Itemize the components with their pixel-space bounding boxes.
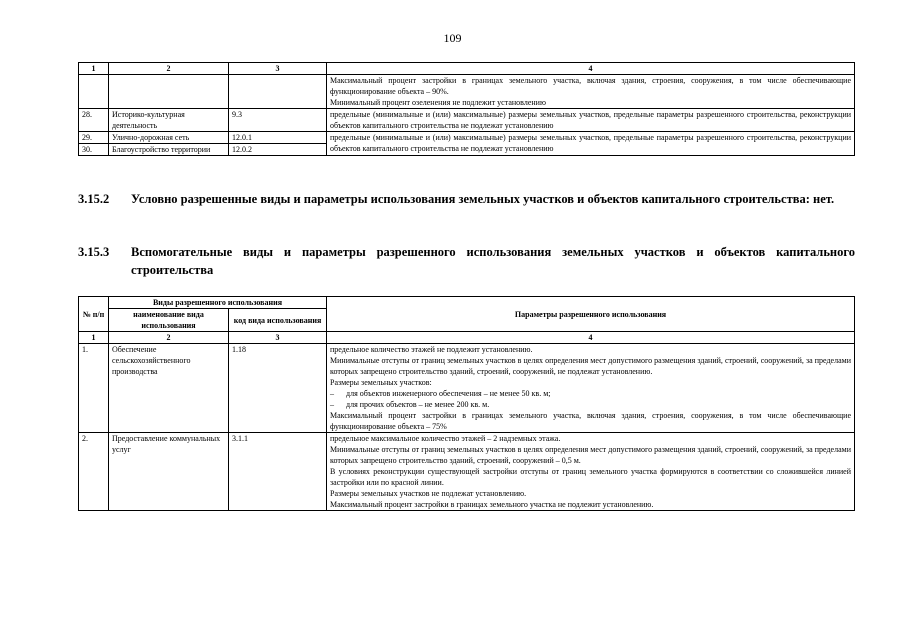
- section-number: 3.15.2: [78, 192, 110, 206]
- row-code: 12.0.2: [229, 144, 327, 156]
- table-index-row: [79, 63, 855, 75]
- section-heading-3-15-2: [78, 190, 855, 208]
- table-header-cell: 2: [109, 332, 229, 344]
- table-row: [79, 132, 855, 144]
- row-name: [109, 75, 229, 109]
- row-number: 28.: [79, 109, 109, 132]
- row-params: [327, 132, 855, 156]
- row-number: 30.: [79, 144, 109, 156]
- row-params: [327, 433, 855, 511]
- row-code: 9.3: [229, 109, 327, 132]
- param-text: Минимальные отступы от границ земельных участков в целях определения мест допустимого размещения зданий, строений, сооружений, за пределами которых запрещено строительство зданий, строений, сооружений, не подлежат установлению.: [330, 356, 851, 376]
- bullet-text: для прочих объектов – не менее 200 кв. м.: [346, 400, 490, 409]
- row-name: Историко-культурная деятельность: [109, 109, 229, 132]
- bullet-item: [330, 399, 851, 410]
- param-text: Минимальный процент озеленения не подлежит установлению: [330, 98, 546, 107]
- header-code: код вида использования: [229, 309, 327, 332]
- row-name: Обеспечение сельскохозяйственного производства: [109, 344, 229, 433]
- param-text: Максимальный процент застройки в границах земельного участка, включая здания, строения, сооружения, в том числе обеспечивающие функционирование объекта – 75%: [330, 411, 851, 431]
- section-title: Вспомогательные виды и параметры разрешенного использования земельных участков и объектов капитального строительства: [131, 245, 855, 277]
- param-text: Минимальные отступы от границ земельных участков в целях определения мест допустимого размещения зданий, строений, сооружений, за пределами которых запрещено строительство зданий, строений, сооружений – 0,5 м.: [330, 445, 851, 465]
- header-params: Параметры разрешенного использования: [327, 297, 855, 332]
- auxiliary-uses-table: [78, 296, 855, 511]
- row-code: [229, 75, 327, 109]
- row-params: [327, 344, 855, 433]
- row-number: [79, 75, 109, 109]
- table-header-cell: 3: [229, 63, 327, 75]
- param-text: предельные (минимальные и (или) максимальные) размеры земельных участков, предельные параметры разрешенного строительства, реконструкции объектов капитального строительства не подлежат установлению: [330, 110, 851, 130]
- param-text: предельное количество этажей не подлежит установлению.: [330, 345, 533, 354]
- section-title: Условно разрешенные виды и параметры использования земельных участков и объектов капитального строительства: нет.: [131, 192, 835, 206]
- table-header-cell: 2: [109, 63, 229, 75]
- header-name: наименование вида использования: [109, 309, 229, 332]
- table-row: [79, 75, 855, 109]
- row-code: 12.0.1: [229, 132, 327, 144]
- param-text: В условиях реконструкции существующей застройки отступы от границ земельного участка формируются в соответствии со сложившейся линией застройки или по красной линии.: [330, 467, 851, 487]
- row-params: [327, 75, 855, 109]
- row-params: [327, 109, 855, 132]
- param-text: предельные (минимальные и (или) максимальные) размеры земельных участков, предельные параметры разрешенного строительства, реконструкции объектов капитального строительства не подлежат установлению: [330, 133, 851, 153]
- row-number: 1.: [79, 344, 109, 433]
- header-num: № п/п: [79, 297, 109, 332]
- header-group: Виды разрешенного использования: [109, 297, 327, 309]
- param-text: Размеры земельных участков не подлежат установлению.: [330, 489, 527, 498]
- bullet-item: [330, 388, 851, 399]
- table-header-row: [79, 297, 855, 309]
- row-code: 1.18: [229, 344, 327, 433]
- bullet-text: для объектов инженерного обеспечения – не менее 50 кв. м;: [346, 389, 551, 398]
- row-number: 2.: [79, 433, 109, 511]
- param-text: Максимальный процент застройки в границах земельного участка, включая здания, строения, сооружения, в том числе обеспечивающие функционирование объекта – 90%.: [330, 76, 851, 96]
- dash-bullet: –: [330, 400, 335, 409]
- table-header-cell: 1: [79, 63, 109, 75]
- section-heading-3-15-3: [78, 243, 855, 279]
- row-name: Улично-дорожная сеть: [109, 132, 229, 144]
- table-header-cell: 3: [229, 332, 327, 344]
- table-row: [79, 109, 855, 132]
- table-row: [79, 344, 855, 433]
- table-header-cell: 4: [327, 332, 855, 344]
- dash-bullet: –: [330, 389, 335, 398]
- param-text: Размеры земельных участков:: [330, 378, 432, 387]
- table-row: [79, 433, 855, 511]
- param-text: Максимальный процент застройки в границах земельного участка не подлежит установлению.: [330, 500, 654, 509]
- row-name: Предоставление коммунальных услуг: [109, 433, 229, 511]
- table-header-cell: 1: [79, 332, 109, 344]
- section-number: 3.15.3: [78, 245, 110, 259]
- table-header-cell: 4: [327, 63, 855, 75]
- param-text: предельное максимальное количество этажей – 2 надземных этажа.: [330, 434, 561, 443]
- table-index-row: [79, 332, 855, 344]
- row-number: 29.: [79, 132, 109, 144]
- page-number: 109: [443, 31, 462, 45]
- row-name: Благоустройство территории: [109, 144, 229, 156]
- table-continued: [78, 62, 855, 156]
- row-code: 3.1.1: [229, 433, 327, 511]
